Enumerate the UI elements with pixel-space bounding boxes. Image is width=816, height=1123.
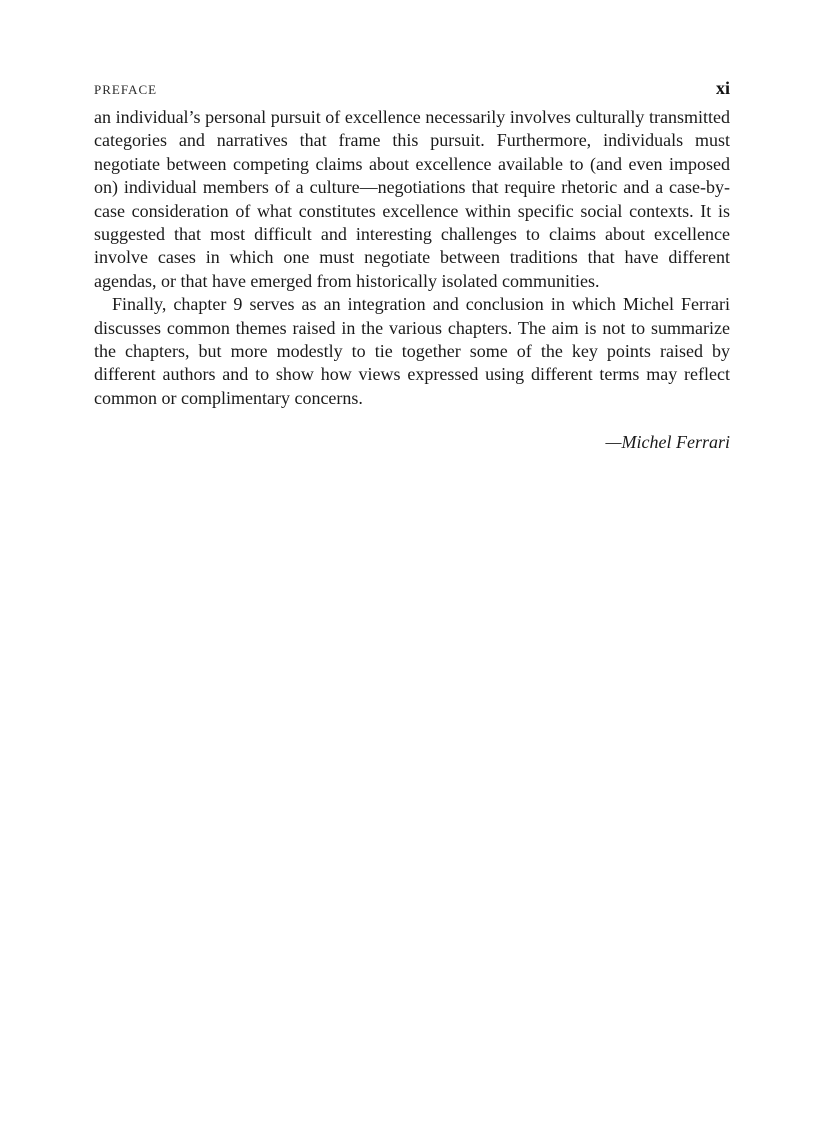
page-number: xi — [715, 78, 730, 98]
paragraph-continuation: an individual’s personal pursuit of excellence necessarily involves culturally transmitted categories and narratives that frame this pursuit. Furthermore, individuals must negotiate between competing claims about excellence available to (and even imposed on) individual members of a culture—negotiations that require rhetoric and a case-by-case consideration of what constitutes excellence within specific social contexts. It is suggested that most difficult and interesting challenges to claims about excellence involve cases in which one must negotiate between traditions that have different agendas, or that have emerged from historically isolated communities. — [94, 107, 730, 291]
running-head — [94, 78, 730, 100]
book-page — [94, 78, 730, 454]
preface-body — [94, 106, 730, 410]
author-signature: —Michel Ferrari — [605, 432, 730, 453]
paragraph-chapter-9: Finally, chapter 9 serves as an integration and conclusion in which Michel Ferrari discusses common themes raised in the various chapters. The aim is not to summarize the chapters, but more modestly to tie together some of the key points raised by different authors and to show how views expressed using different terms may reflect common or complimentary concerns. — [94, 294, 730, 408]
section-title: PREFACE — [94, 82, 158, 97]
